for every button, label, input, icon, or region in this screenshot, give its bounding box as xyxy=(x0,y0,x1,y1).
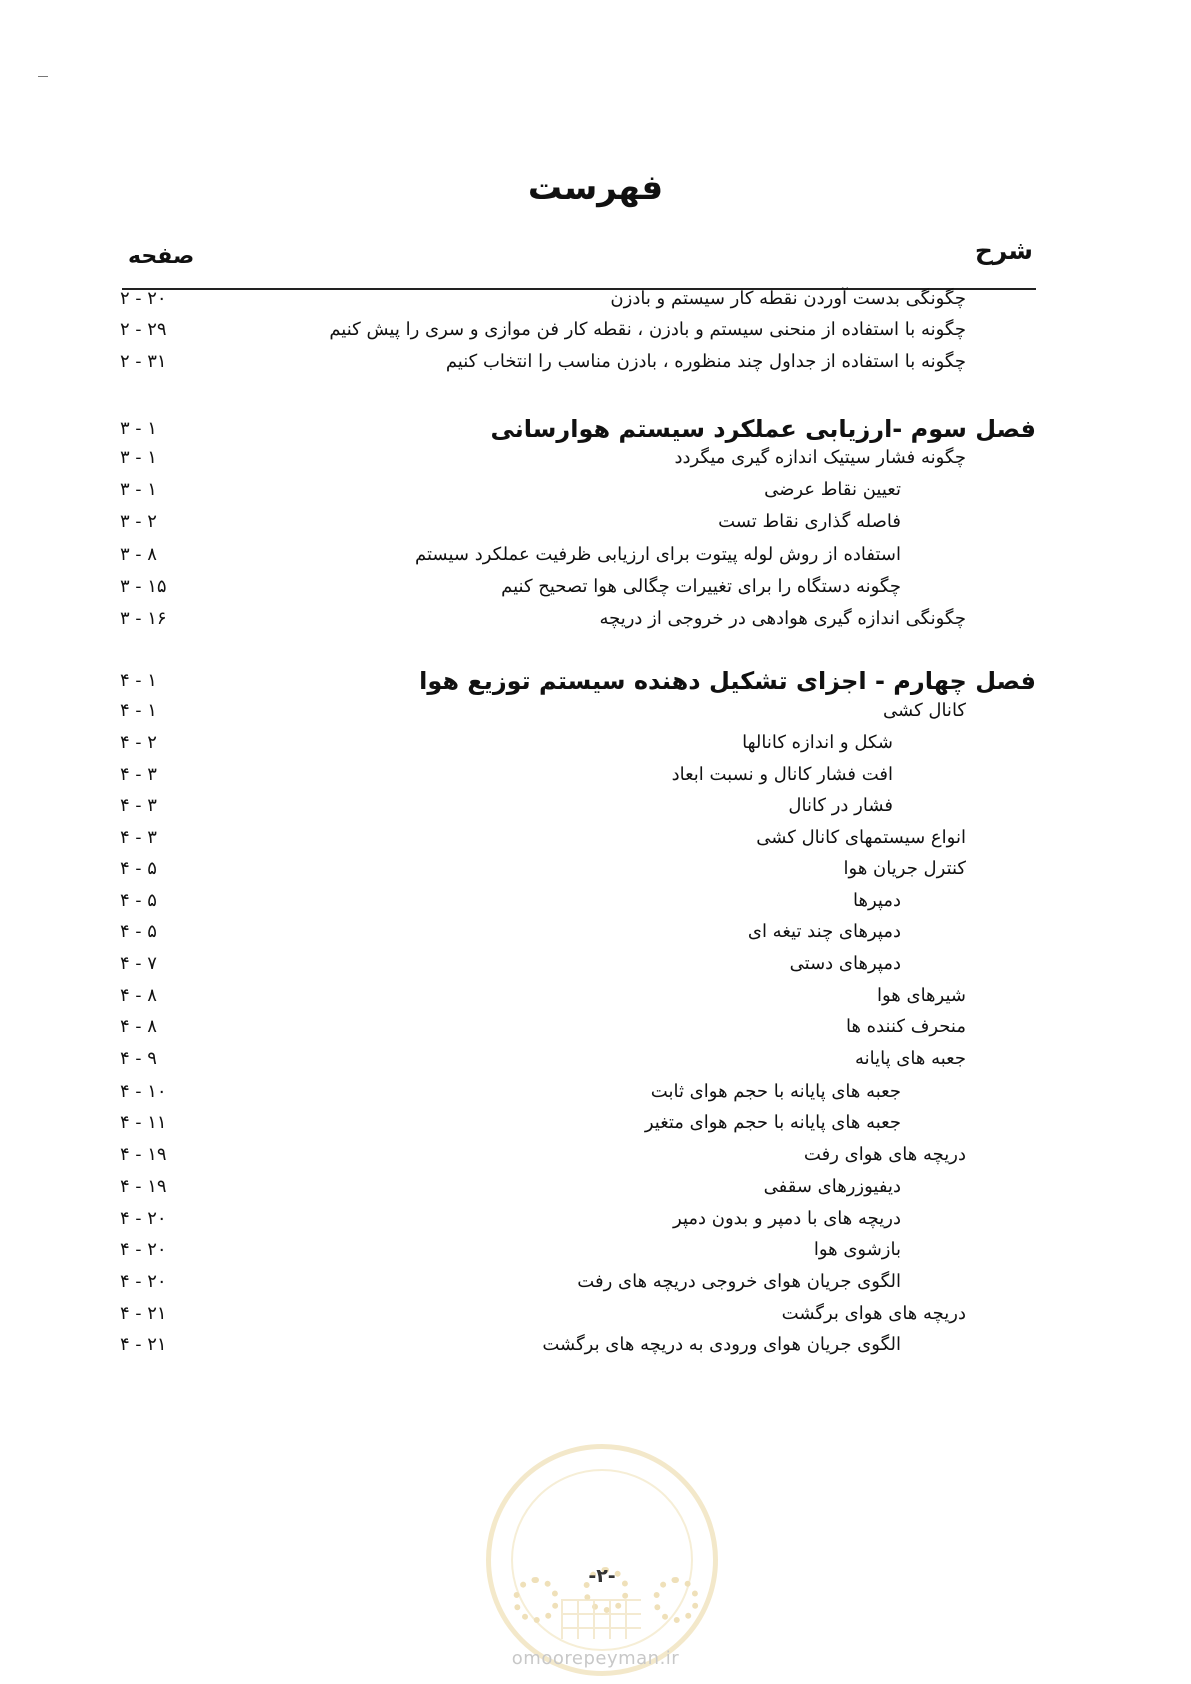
page-title: فهرست xyxy=(527,168,664,208)
toc-entry-title: چگونه با استفاده از منحنی سیستم و بادزن ، نقطه کار فن موازی و سری را پیش کنیم xyxy=(329,319,966,340)
column-header-page: صفحه xyxy=(128,244,195,269)
toc-entry-title: دیفیوزرهای سقفی xyxy=(763,1176,901,1197)
toc-entry-title: دمپرها xyxy=(853,890,901,911)
toc-entry xyxy=(0,1297,1191,1331)
toc-entry xyxy=(0,570,1191,604)
toc-entry xyxy=(0,1170,1191,1204)
toc-entry-page: ۴ - ۱ xyxy=(120,670,157,691)
toc-entry-title: چگونگی بدست آوردن نقطه کار سیستم و بادزن xyxy=(610,288,966,309)
toc-entry-title: الگوی جریان هوای ورودی به دریچه های برگشت xyxy=(542,1334,901,1355)
toc-entry-page: ۴ - ۲۰ xyxy=(120,1271,167,1292)
toc-entry xyxy=(0,505,1191,539)
toc-entry-page: ۳ - ۱۶ xyxy=(120,608,167,629)
toc-entry-title: منحرف کننده ها xyxy=(845,1016,966,1037)
toc-entry-title: تعیین نقاط عرضی xyxy=(764,479,901,500)
toc-entry xyxy=(0,1042,1191,1076)
toc-entry xyxy=(0,1138,1191,1172)
toc-entry xyxy=(0,1106,1191,1140)
toc-entry-title: چگونه با استفاده از جداول چند منظوره ، بادزن مناسب را انتخاب کنیم xyxy=(445,351,966,372)
toc-entry xyxy=(0,915,1191,949)
toc-entry-title: کانال کشی xyxy=(883,700,966,721)
toc-entry-page: ۲ - ۳۱ xyxy=(120,351,167,372)
toc-entry xyxy=(0,602,1191,636)
seal-grid-icon xyxy=(561,1599,641,1639)
toc-entry xyxy=(0,313,1191,347)
toc-entry xyxy=(0,1075,1191,1109)
toc-entry-title: استفاده از روش لوله پیتوت برای ارزیابی ظرفیت عملکرد سیستم xyxy=(415,544,901,565)
toc-entry xyxy=(0,947,1191,981)
toc-entry-page: ۴ - ۲۱ xyxy=(120,1334,167,1355)
publisher-seal xyxy=(486,1444,718,1676)
toc-entry-page: ۳ - ۱۵ xyxy=(120,576,167,597)
toc-entry xyxy=(0,852,1191,886)
toc-entry-page: ۴ - ۱۹ xyxy=(120,1176,167,1197)
toc-entry-title: کنترل جریان هوا xyxy=(843,858,966,879)
toc-entry-title: فشار در کانال xyxy=(788,795,893,816)
toc-entry-page: ۴ - ۳ xyxy=(120,795,157,816)
toc-entry xyxy=(0,1202,1191,1236)
toc-entry-page: ۳ - ۸ xyxy=(120,544,157,565)
toc-entry-page: ۴ - ۱۹ xyxy=(120,1144,167,1165)
toc-entry-title: دریچه های هوای رفت xyxy=(803,1144,966,1165)
toc-entry-page: ۴ - ۲۱ xyxy=(120,1303,167,1324)
toc-entry-page: ۴ - ۳ xyxy=(120,764,157,785)
toc-entry-page: ۴ - ۷ xyxy=(120,953,157,974)
toc-entry xyxy=(0,979,1191,1013)
toc-entry-page: ۳ - ۱ xyxy=(120,479,157,500)
toc-entry-page: ۴ - ۵ xyxy=(120,921,157,942)
toc-entry-title: دریچه های هوای برگشت xyxy=(781,1303,966,1324)
toc-entry xyxy=(0,1328,1191,1362)
toc-entry-page: ۴ - ۱۰ xyxy=(120,1081,167,1102)
toc-entry-page: ۴ - ۲۰ xyxy=(120,1208,167,1229)
toc-entry-page: ۳ - ۱ xyxy=(120,418,157,439)
toc-entry-page: ۴ - ۹ xyxy=(120,1048,157,1069)
toc-entry xyxy=(0,538,1191,572)
seal-gear-left-icon xyxy=(513,1577,559,1623)
toc-entry-page: ۳ - ۲ xyxy=(120,511,157,532)
toc-entry-title: چگونگی اندازه گیری هوادهی در خروجی از دریچه xyxy=(599,608,966,629)
toc-entry-title: جعبه های پایانه xyxy=(854,1048,966,1069)
toc-entry-page: ۳ - ۱ xyxy=(120,447,157,468)
toc-entry-page: ۴ - ۳ xyxy=(120,827,157,848)
toc-entry-title: انواع سیستمهای کانال کشی xyxy=(756,827,966,848)
toc-entry-title: الگوی جریان هوای خروجی دریچه های رفت xyxy=(577,1271,901,1292)
toc-entry xyxy=(0,345,1191,379)
toc-entry xyxy=(0,726,1191,760)
toc-entry xyxy=(0,821,1191,855)
column-header-description: شرح xyxy=(974,236,1033,265)
toc-entry-title: دریچه های با دمپر و بدون دمپر xyxy=(673,1208,901,1229)
toc-entry-page: ۴ - ۵ xyxy=(120,858,157,879)
toc-entry-page: ۴ - ۱ xyxy=(120,700,157,721)
toc-entry xyxy=(0,758,1191,792)
toc-entry xyxy=(0,441,1191,475)
toc-entry-title: شکل و اندازه کانالها xyxy=(742,732,893,753)
toc-entry-title: فاصله گذاری نقاط تست xyxy=(718,511,901,532)
toc-entry-title: فصل سوم -ارزیابی عملکرد سیستم هوارسانی xyxy=(490,415,1036,443)
toc-entry xyxy=(0,789,1191,823)
toc-entry-page: ۴ - ۲ xyxy=(120,732,157,753)
toc-entry-page: ۲ - ۲۹ xyxy=(120,319,167,340)
toc-entry-title: جعبه های پایانه با حجم هوای متغیر xyxy=(644,1112,901,1133)
toc-entry-title: شیرهای هوا xyxy=(876,985,966,1006)
toc-entry-page: ۴ - ۸ xyxy=(120,985,157,1006)
toc-entry-title: دمپرهای چند تیغه ای xyxy=(747,921,901,942)
toc-entry xyxy=(0,1010,1191,1044)
seal-gear-right-icon xyxy=(653,1577,699,1623)
toc-entry-title: چگونه فشار سیتیک اندازه گیری میگردد xyxy=(674,447,966,468)
toc-entry-page: ۴ - ۸ xyxy=(120,1016,157,1037)
toc-entry-page: ۴ - ۱۱ xyxy=(120,1112,167,1133)
toc-entry-title: بازشوی هوا xyxy=(813,1239,901,1260)
toc-entry-page: ۲ - ۲۰ xyxy=(120,288,167,309)
toc-entry-page: ۴ - ۲۰ xyxy=(120,1239,167,1260)
toc-entry xyxy=(0,1265,1191,1299)
page-number: -۲- xyxy=(588,1565,616,1587)
toc-entry-title: افت فشار کانال و نسبت ابعاد xyxy=(671,764,893,785)
toc-entry-title: دمپرهای دستی xyxy=(789,953,901,974)
toc-entry-title: چگونه دستگاه را برای تغییرات چگالی هوا تصحیح کنیم xyxy=(501,576,901,597)
chapter-heading-row xyxy=(0,664,1191,698)
toc-entry-page: ۴ - ۵ xyxy=(120,890,157,911)
toc-entry xyxy=(0,473,1191,507)
toc-entry xyxy=(0,282,1191,316)
watermark: omoorepeyman.ir xyxy=(511,1648,680,1669)
toc-entry-title: فصل چهارم - اجزای تشکیل دهنده سیستم توزیع هوا xyxy=(419,667,1036,695)
toc-entry xyxy=(0,1233,1191,1267)
toc-entry-title: جعبه های پایانه با حجم هوای ثابت xyxy=(650,1081,901,1102)
toc-entry xyxy=(0,694,1191,728)
toc-entry xyxy=(0,884,1191,918)
